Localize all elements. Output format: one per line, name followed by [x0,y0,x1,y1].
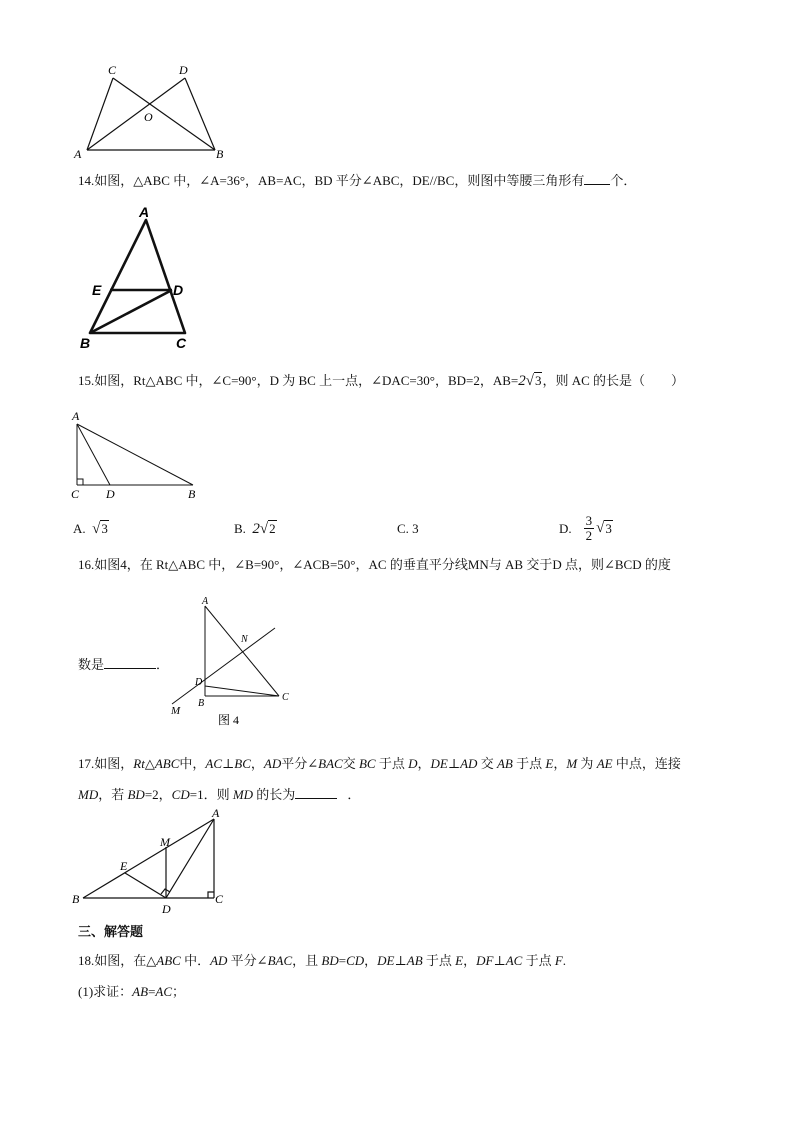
q15-option-a[interactable] [73,521,109,538]
q18-t5: BAC [267,953,293,968]
q17-u2: BD [127,787,145,802]
q17-t22: ， [553,756,567,771]
label-d: D [162,902,171,916]
q17-t25: AE [596,756,613,771]
q18-t18: ⊥ [493,953,506,968]
q17-t20: 于点 [512,756,546,771]
option-c-label: C. 3 [397,521,419,536]
q16-answer-blank[interactable] [104,656,156,669]
label-b: B [80,335,91,351]
option-a-label: A. [73,521,86,536]
q18-t6: ，且 [292,953,322,968]
label-c: C [176,335,187,351]
label-d: D [173,282,184,298]
q16-text: 16.如图4，在 Rt△ABC 中，∠B=90°，∠ACB=50°，AC 的垂直平分线MN与 AB 交于D 点，则∠BCD 的度 [78,557,671,572]
sqrt-icon: √ [92,521,101,537]
sqrt-icon: √ [596,520,605,536]
label-n: N [241,634,248,645]
label-e: E [92,282,102,298]
q17-t8: 平分∠ [281,756,319,771]
q17-t2: 中， [179,756,206,771]
q15-ab-rad: 3 [534,373,542,388]
q14-text: 14.如图，△ABC 中，∠A=36°，AB=AC，BD 平分∠ABC，DE//BC，则图中等腰三角形有 [78,173,585,188]
q17-u6: MD [232,787,254,802]
option-d-num: 3 [585,513,593,528]
q17-u0: MD [78,787,99,802]
q18-t19: AC [505,953,523,968]
q17-u3: =2， [144,787,172,802]
label-b: B [198,698,205,709]
q15-option-d[interactable] [559,514,613,543]
question-17 [78,755,681,773]
question-14 [78,172,636,190]
q18-t13: AB [406,953,423,968]
label-d: D [106,487,115,501]
option-d-label: D. [559,520,572,536]
q17-t17: AD [460,756,478,771]
section-title: 三、解答题 [78,925,144,940]
q18-s1: AB [132,984,149,999]
option-d-fraction [584,514,595,543]
label-d: D [179,63,188,77]
q17-t24: 为 [577,756,597,771]
q17-t15: DE [430,756,448,771]
q14-text-end: 个． [610,173,637,188]
q17-t7: AD [263,756,282,771]
label-e: E [120,859,128,873]
q17-t0: 17.如图， [78,756,134,771]
question-15 [78,372,684,390]
question-17-line2 [78,786,360,804]
q17-t9: BAC [318,756,343,771]
q17-u1: ，若 [98,787,128,802]
q17-t6: ， [250,756,264,771]
label-c: C [282,692,289,703]
option-d-den: 2 [585,528,593,543]
q16-line2: 数是 [78,657,105,672]
figure-q14 [72,200,222,356]
figure-caption: 图 4 [218,713,240,727]
q17-u4: CD [171,787,190,802]
label-c: C [71,487,80,501]
label-d: D [195,677,203,688]
q18-t7: BD [321,953,339,968]
q18-t12: ⊥ [394,953,407,968]
question-16 [78,556,671,574]
q17-t11: BC [358,756,376,771]
label-b: B [72,892,80,906]
q17-t10: 交 [342,756,359,771]
q17-t19: AB [496,756,513,771]
figure-q15 [68,408,208,502]
question-18-sub1 [78,983,185,1001]
label-a: A [74,147,82,161]
q17-t13: D [408,756,418,771]
figure-q13 [60,58,240,164]
q18-t11: DE [377,953,395,968]
label-b: B [188,487,196,501]
option-b-coef: 2 [252,521,260,537]
figure-q16 [165,590,295,730]
q17-t3: AC [205,756,223,771]
q18-s4: ； [172,984,186,999]
q18-t4: 平分∠ [227,953,268,968]
q17-u5: =1．则 [189,787,233,802]
q18-t14: 于点 [422,953,456,968]
q17-t16: ⊥ [447,756,461,771]
option-b-rad: 2 [269,521,276,536]
q18-t8: = [338,953,347,968]
q18-t10: ， [364,953,378,968]
label-a: A [202,596,209,607]
q17-t1: Rt△ABC [133,756,180,771]
q17-answer-blank[interactable] [295,786,337,799]
label-a: A [139,204,150,220]
q18-s2: = [148,984,156,999]
q18-t22: . [562,953,567,968]
q17-t12: 于点 [375,756,409,771]
label-m: M [160,835,170,849]
q18-t20: 于点 [522,953,555,968]
label-a: A [72,409,80,423]
q15-option-b[interactable] [234,521,277,538]
q18-t9: CD [346,953,365,968]
figure-q17 [68,806,238,916]
label-c: C [215,892,224,906]
q17-u7: 的长为 [253,787,296,802]
q18-t1: ABC [156,953,181,968]
q18-t17: DF [476,953,494,968]
option-b-label: B. [234,521,246,536]
label-a: A [212,806,220,820]
q17-t18: 交 [477,756,497,771]
label-o: O [144,110,153,124]
q18-t0: 18.如图，在△ [78,953,157,968]
option-d-rad: 3 [605,521,612,536]
q15-ab-coef: 2 [518,373,526,389]
q17-t23: M [566,756,578,771]
q15-text: 15.如图，Rt△ABC 中，∠C=90°，D 为 BC 上一点，∠DAC=30°，BD=2，AB= [78,373,519,388]
label-m: M [171,705,181,717]
q18-t15: E [455,953,464,968]
option-a-rad: 3 [101,521,108,536]
sqrt-icon: √ [259,521,269,537]
q18-t21: F [554,953,563,968]
question-18 [78,952,566,970]
q18-t16: ， [463,953,477,968]
q18-t3: AD [210,953,228,968]
q16-line2-end: ． [156,657,170,672]
label-c: C [108,63,117,77]
q17-t4: ⊥ [222,756,235,771]
q18-s3: AC [155,984,173,999]
q17-t26: 中点，连接 [612,756,681,771]
q15-text-end: ，则 AC 的长是（ ） [542,373,685,388]
q17-t14: ， [417,756,431,771]
label-b: B [216,147,224,161]
q15-option-c[interactable] [397,521,419,537]
q17-line2-end: ． [347,787,361,802]
q18-s0: (1)求证： [78,984,133,999]
q14-answer-blank[interactable] [584,172,610,185]
q18-t2: 中． [180,953,211,968]
question-16-line2 [78,656,169,674]
q17-t21: E [545,756,554,771]
q17-t5: BC [234,756,251,771]
sqrt-icon: √ [525,373,534,389]
